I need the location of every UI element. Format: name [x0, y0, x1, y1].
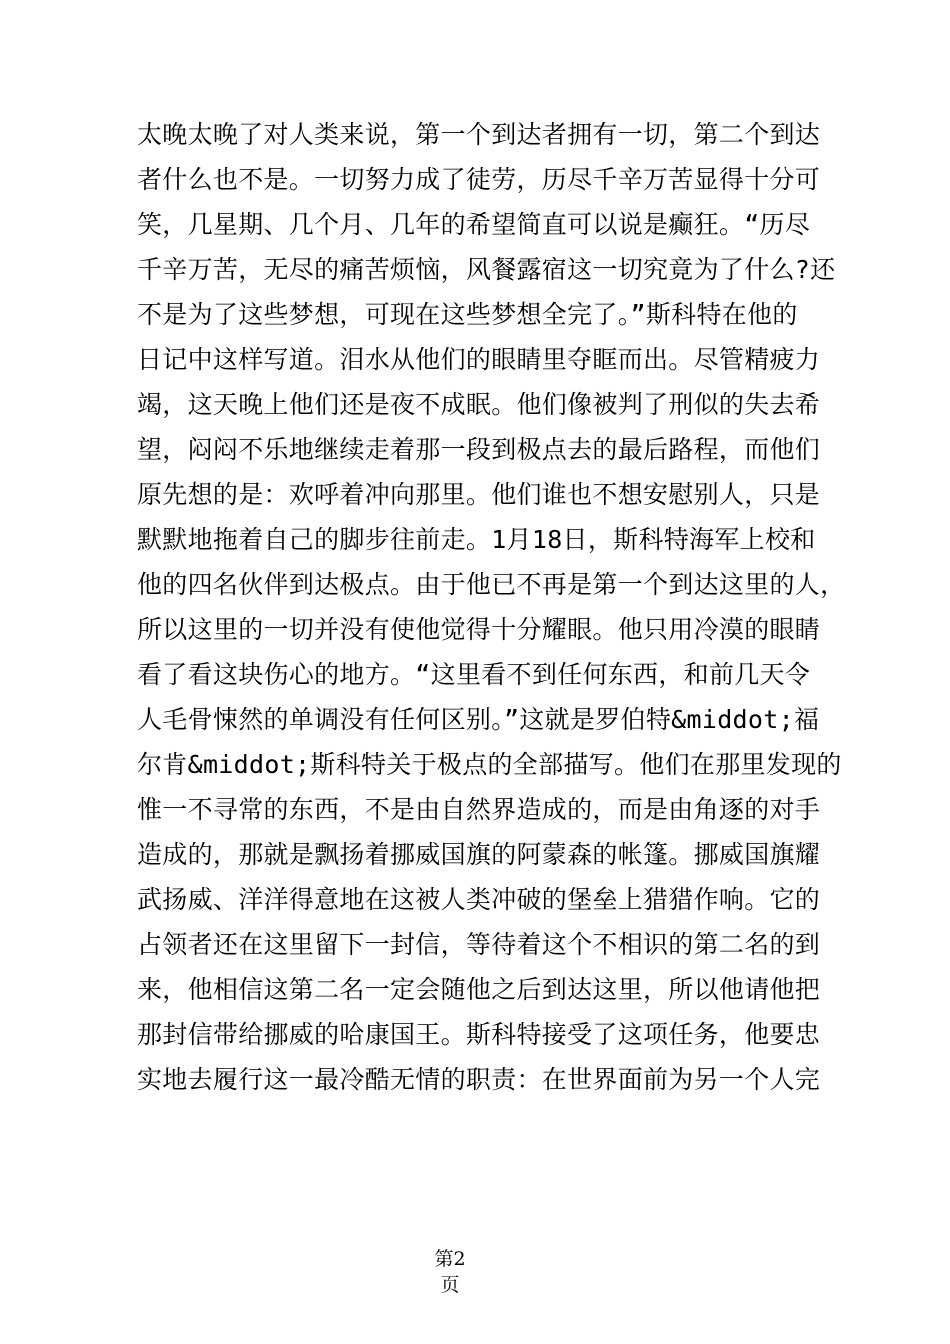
text-line: 尔肯&middot;斯科特关于极点的全部描写。他们在那里发现的 — [137, 750, 842, 779]
page-number-line-1: 第2 — [434, 1248, 466, 1270]
text-line: 不是为了这些梦想，可现在这些梦想全完了。”斯科特在他的 — [137, 300, 798, 329]
text-line: 那封信带给挪威的哈康国王。斯科特接受了这项任务，他要忠 — [137, 1020, 821, 1049]
text-line: 惟一不寻常的东西，不是由自然界造成的，而是由角逐的对手 — [137, 795, 821, 824]
text-line: 千辛万苦，无尽的痛苦烦恼，风餐露宿这一切究竟为了什么?还 — [137, 255, 836, 284]
text-line: 望，闷闷不乐地继续走着那一段到极点去的最后路程，而他们 — [137, 435, 821, 464]
text-line: 看了看这块伤心的地方。“这里看不到任何东西，和前几天令 — [137, 660, 811, 689]
text-line: 他的四名伙伴到达极点。由于他已不再是第一个到达这里的人， — [137, 570, 846, 599]
body-text — [137, 112, 846, 1102]
text-line: 所以这里的一切并没有使他觉得十分耀眼。他只用冷漠的眼睛 — [137, 615, 821, 644]
text-line: 来，他相信这第二名一定会随他之后到达这里，所以他请他把 — [137, 975, 821, 1004]
text-line: 太晚太晚了对人类来说，第一个到达者拥有一切，第二个到达 — [137, 120, 821, 149]
text-line: 笑，几星期、几个月、几年的希望简直可以说是癫狂。“历尽 — [137, 210, 811, 239]
page-number — [420, 1246, 480, 1298]
text-line: 日记中这样写道。泪水从他们的眼睛里夺眶而出。尽管精疲力 — [137, 345, 821, 374]
text-line: 者什么也不是。一切努力成了徒劳，历尽千辛万苦显得十分可 — [137, 165, 821, 194]
text-line: 竭，这天晚上他们还是夜不成眠。他们像被判了刑似的失去希 — [137, 390, 821, 419]
text-line: 造成的，那就是飘扬着挪威国旗的阿蒙森的帐篷。挪威国旗耀 — [137, 840, 821, 869]
text-line: 实地去履行这一最冷酷无情的职责：在世界面前为另一个人完 — [137, 1065, 821, 1094]
text-line: 人毛骨悚然的单调没有任何区别。”这就是罗伯特&middot;福 — [137, 705, 820, 734]
text-line: 默默地拖着自己的脚步往前走。1月18日，斯科特海军上校和 — [137, 525, 816, 554]
page-number-line-2: 页 — [440, 1274, 460, 1296]
text-line: 武扬威、洋洋得意地在这被人类冲破的堡垒上猎猎作响。它的 — [137, 885, 821, 914]
text-line: 原先想的是：欢呼着冲向那里。他们谁也不想安慰别人，只是 — [137, 480, 821, 509]
text-line: 占领者还在这里留下一封信，等待着这个不相识的第二名的到 — [137, 930, 821, 959]
